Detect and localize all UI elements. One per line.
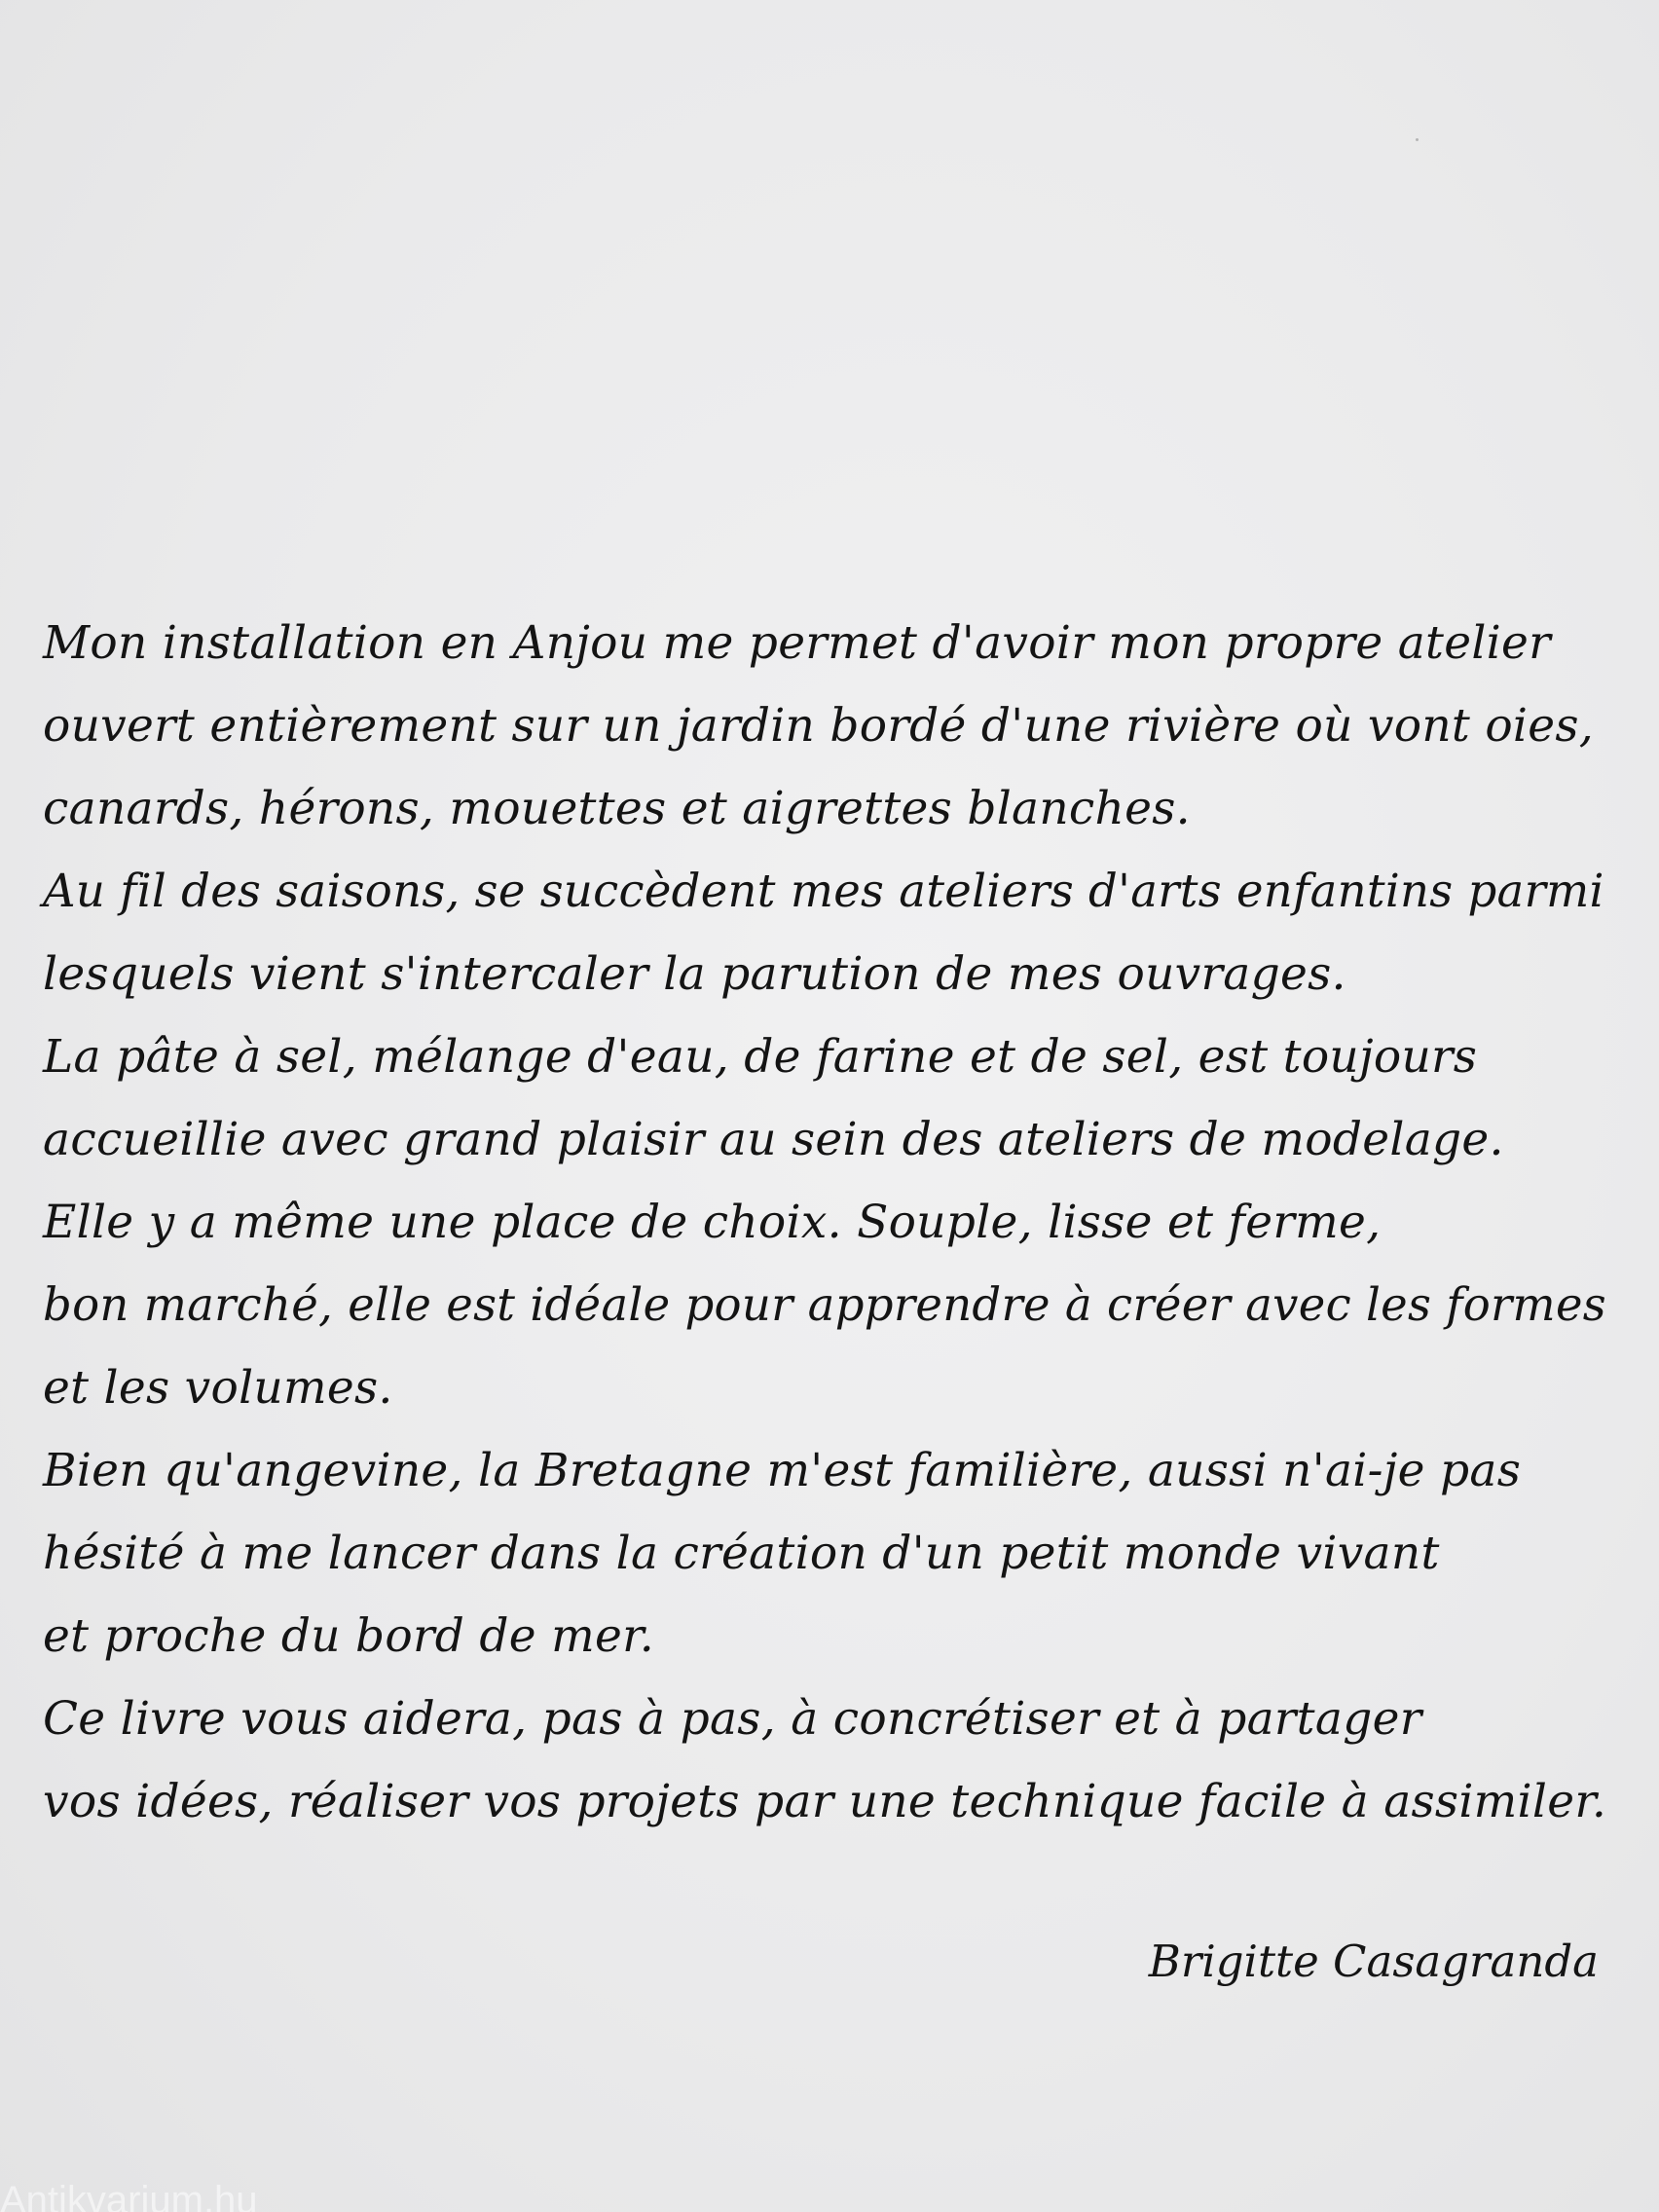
text-line: Bien qu'angevine, la Bretagne m'est familière, aussi n'ai-je pas bbox=[43, 1444, 1522, 1497]
author-signature: Brigitte Casagranda bbox=[1148, 1936, 1599, 1987]
text-line: Au fil des saisons, se succèdent mes ateliers d'arts enfantins parmi bbox=[43, 865, 1604, 917]
text-line: Mon installation en Anjou me permet d'avoir mon propre atelier bbox=[43, 616, 1551, 670]
text-line: et les volumes. bbox=[43, 1361, 393, 1415]
watermark: Antikvarium.hu bbox=[0, 2181, 258, 2212]
text-line: Ce livre vous aidera, pas à pas, à concrétiser et à partager bbox=[43, 1692, 1422, 1746]
text-line: lesquels vient s'intercaler la parution de mes ouvrages. bbox=[43, 947, 1346, 1001]
text-line: vos idées, réaliser vos projets par une technique facile à assimiler. bbox=[43, 1775, 1607, 1828]
text-line: et proche du bord de mer. bbox=[43, 1609, 654, 1663]
paper-speck bbox=[1416, 138, 1419, 141]
text-line: canards, hérons, mouettes et aigrettes blanches. bbox=[43, 782, 1191, 835]
body-text bbox=[43, 602, 1620, 1843]
text-line: Elle y a même une place de choix. Souple, lisse et ferme, bbox=[43, 1196, 1382, 1249]
text-line: bon marché, elle est idéale pour apprendre à créer avec les formes bbox=[43, 1278, 1606, 1331]
text-line: hésité à me lancer dans la création d'un petit monde vivant bbox=[43, 1527, 1440, 1580]
text-line: La pâte à sel, mélange d'eau, de farine et de sel, est toujours bbox=[43, 1030, 1478, 1084]
text-line: ouvert entièrement sur un jardin bordé d'une rivière où vont oies, bbox=[43, 699, 1595, 753]
text-line: accueillie avec grand plaisir au sein des ateliers de modelage. bbox=[43, 1113, 1504, 1166]
